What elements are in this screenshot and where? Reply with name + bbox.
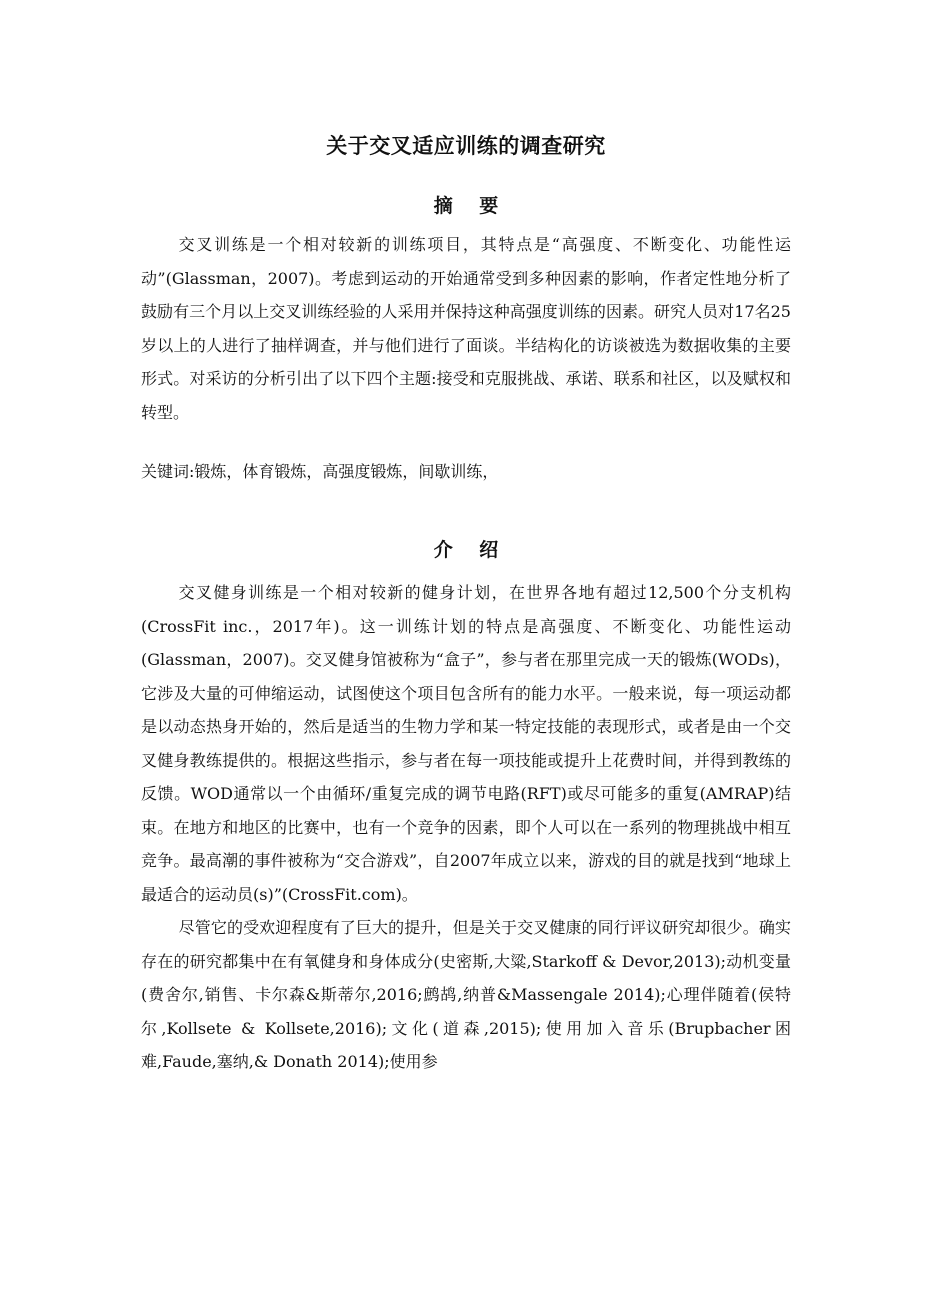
document-title: 关于交叉适应训练的调查研究 xyxy=(326,134,606,158)
abstract-paragraph: 交叉训练是一个相对较新的训练项目，其特点是“高强度、不断变化、功能性运动”(Glassman，2007)。考虑到运动的开始通常受到多种因素的影响，作者定性地分析了鼓励有三个月以上交叉训练经验的人采用并保持这种高强度训练的因素。研究人员对17名25岁以上的人进行了抽样调查，并与他们进行了面谈。半结构化的访谈被选为数据收集的主要形式。对采访的分析引出了以下四个主题:接受和克服挑战、承诺、联系和社区，以及赋权和转型。 xyxy=(141,235,791,422)
document-page xyxy=(141,128,791,1079)
abstract-heading: 摘 要 xyxy=(433,195,509,217)
introduction-heading: 介 绍 xyxy=(433,539,509,561)
introduction-paragraph-1: 交叉健身训练是一个相对较新的健身计划，在世界各地有超过12,500个分支机构(CrossFit inc.，2017年)。这一训练计划的特点是高强度、不断变化、功能性运动(Glassman，2007)。交叉健身馆被称为“盒子”，参与者在那里完成一天的锻炼(WODs)，它涉及大量的可伸缩运动，试图使这个项目包含所有的能力水平。一般来说，每一项运动都是以动态热身开始的，然后是适当的生物力学和某一特定技能的表现形式，或者是由一个交叉健身教练提供的。根据这些指示，参与者在每一项技能或提升上花费时间，并得到教练的反馈。WOD通常以一个由循环/重复完成的调节电路(RFT)或尽可能多的重复(AMRAP)结束。在地方和地区的比赛中，也有一个竞争的因素，即个人可以在一系列的物理挑战中相互竞争。最高潮的事件被称为“交合游戏”，自2007年成立以来，游戏的目的就是找到“地球上最适合的运动员(s)”(CrossFit.com)。 xyxy=(141,583,791,904)
introduction-paragraph-2: 尽管它的受欢迎程度有了巨大的提升，但是关于交叉健康的同行评议研究却很少。确实存在的研究都集中在有氧健身和身体成分(史密斯,大粱,Starkoff & Devor,2013);动机变量(费舍尔,销售、卡尔森&斯蒂尔,2016;鹧鸪,纳普&Massengale 2014);心理伴随着(侯特尔,Kollsete & Kollsete,2016);文化(道森,2015);使用加入音乐(Brupbacher困难,Faude,塞纳,& Donath 2014);使用参 xyxy=(141,918,791,1071)
keywords-line: 关键词:锻炼，体育锻炼，高强度锻炼，间歇训练， xyxy=(141,462,499,481)
